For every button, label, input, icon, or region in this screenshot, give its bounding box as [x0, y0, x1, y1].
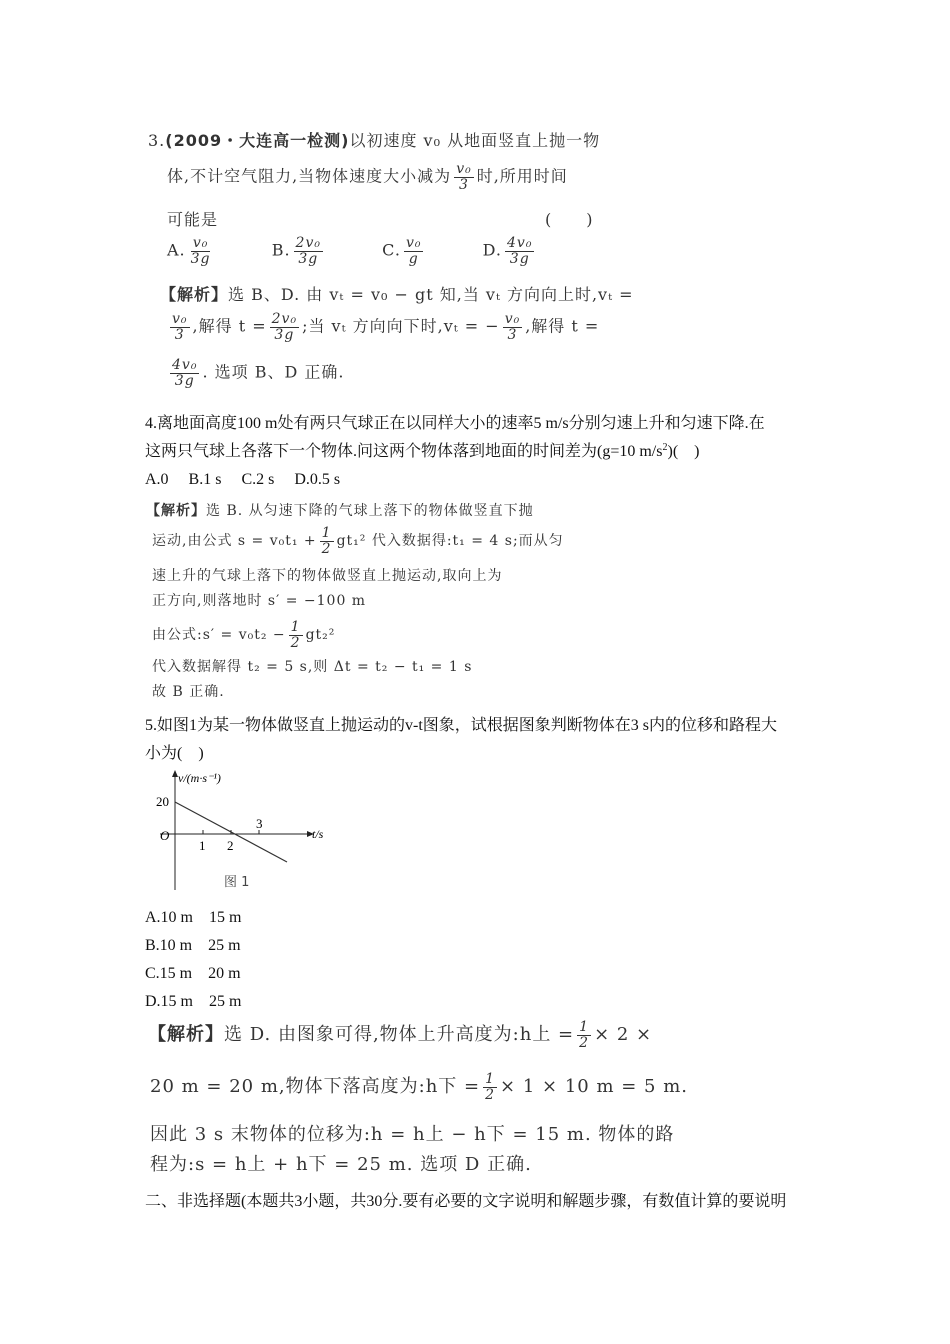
q4-answer-line2: 运动,由公式 s = v₀t₁ + $\frac{1}{2}$ gt₁² 代入数据得:t₁ = 4 s;而从匀 — [152, 525, 564, 557]
q3-answer-line3: $\frac{\text{4v₀}}{3g}$ . 选项 B、D 正确. — [172, 357, 345, 389]
q3-line3: 可能是 — [167, 210, 219, 229]
q3-line2: 体,不计空气阻力,当物体速度大小减为 $\frac{\text{v₀}}{3}$ 时,所用时间 — [167, 161, 568, 193]
q4-line1: 4.离地面高度100 m处有两只气球正在以同样大小的速率5 m/s分别匀速上升和匀速下降.在 — [145, 415, 765, 432]
q5-line2: 小为( ) — [145, 745, 204, 762]
q5-answer-line3: 因此 3 s 末物体的位移为:h = h上 − h下 = 15 m. 物体的路 — [150, 1124, 675, 1145]
q3-line1: 3.(2009・大连高一检测)以初速度 v₀ 从地面竖直上抛一物 — [148, 131, 601, 150]
q4-options: A.0 B.1 s C.2 s D.0.5 s — [145, 471, 341, 488]
q4-answer-line6: 代入数据解得 t₂ = 5 s,则 Δt = t₂ − t₁ = 1 s — [152, 659, 473, 675]
x-tick-label-1: 1 — [199, 838, 206, 853]
q3-options: A. $\frac{\text{v₀}}{3g}$ B. $\frac{\text{2v₀}}{3g}$ C. $\frac{\text{v₀}}{g}$ D. $\frac{\text{4v₀}}{3g}$ — [167, 235, 533, 267]
q5-option-c: C.15 m 20 m — [145, 965, 241, 982]
q4-line2: 这两只气球上各落下一个物体.问这两个物体落到地面的时间差为(g=10 $m/s^2$)( ) — [145, 442, 700, 460]
q4-answer-line4: 正方向,则落地时 s′ = −100 m — [152, 593, 367, 609]
q3-answer-line2: $\frac{\text{v₀}}{3}$ ,解得 t = $\frac{\text{2v₀}}{3g}$ ;当 vₜ 方向向下时,vₜ = − $\frac{\text{v₀}}{3}$ ,解得 t = — [172, 311, 600, 343]
figure-caption: 图 1 — [224, 875, 250, 890]
q4-answer-line3: 速上升的气球上落下的物体做竖直上抛运动,取向上为 — [152, 568, 503, 584]
q5-option-b: B.10 m 25 m — [145, 937, 241, 954]
q5-line1: 5.如图1为某一物体做竖直上抛运动的v-t图象，试根据图象判断物体在3 s内的位移和路程大 — [145, 717, 778, 734]
x-tick-label-2: 2 — [227, 838, 234, 853]
q4-answer-line5: 由公式:s′ = v₀t₂ − $\frac{1}{2}$ gt₂² — [152, 619, 336, 651]
q3-paren: ( ) — [545, 210, 594, 229]
x-axis-label: t/s — [312, 827, 324, 841]
q5-answer-line1: 【解析】选 D. 由图象可得,物体上升高度为:h上 = $\frac{1}{2}$ × 2 × — [148, 1019, 653, 1051]
q5-answer-line4: 程为:s = h上 + h下 = 25 m. 选项 D 正确. — [150, 1154, 532, 1175]
y-axis-label: v/(m·s⁻¹) — [178, 771, 221, 785]
origin-label: O — [160, 828, 170, 843]
q5-option-a: A.10 m 15 m — [145, 909, 242, 926]
q4-answer-line1: 【解析】选 B. 从匀速下降的气球上落下的物体做竖直下抛 — [146, 503, 534, 519]
q4-answer-line7: 故 B 正确. — [152, 684, 225, 700]
y-tick-20: 20 — [156, 794, 169, 809]
section2-heading: 二、非选择题(本题共3小题，共30分.要有必要的文字说明和解题步骤，有数值计算的要说明 — [145, 1193, 787, 1210]
vt-graph — [150, 768, 340, 893]
q5-answer-line2: 20 m = 20 m,物体下落高度为:h下 = $\frac{1}{2}$ × 1 × 10 m = 5 m. — [150, 1071, 688, 1103]
q3-answer-line1: 【解析】选 B、D. 由 vₜ = v₀ − gt 知,当 vₜ 方向向上时,vₜ = — [160, 285, 634, 304]
q5-option-d: D.15 m 25 m — [145, 993, 242, 1010]
x-tick-label-3: 3 — [256, 816, 263, 831]
